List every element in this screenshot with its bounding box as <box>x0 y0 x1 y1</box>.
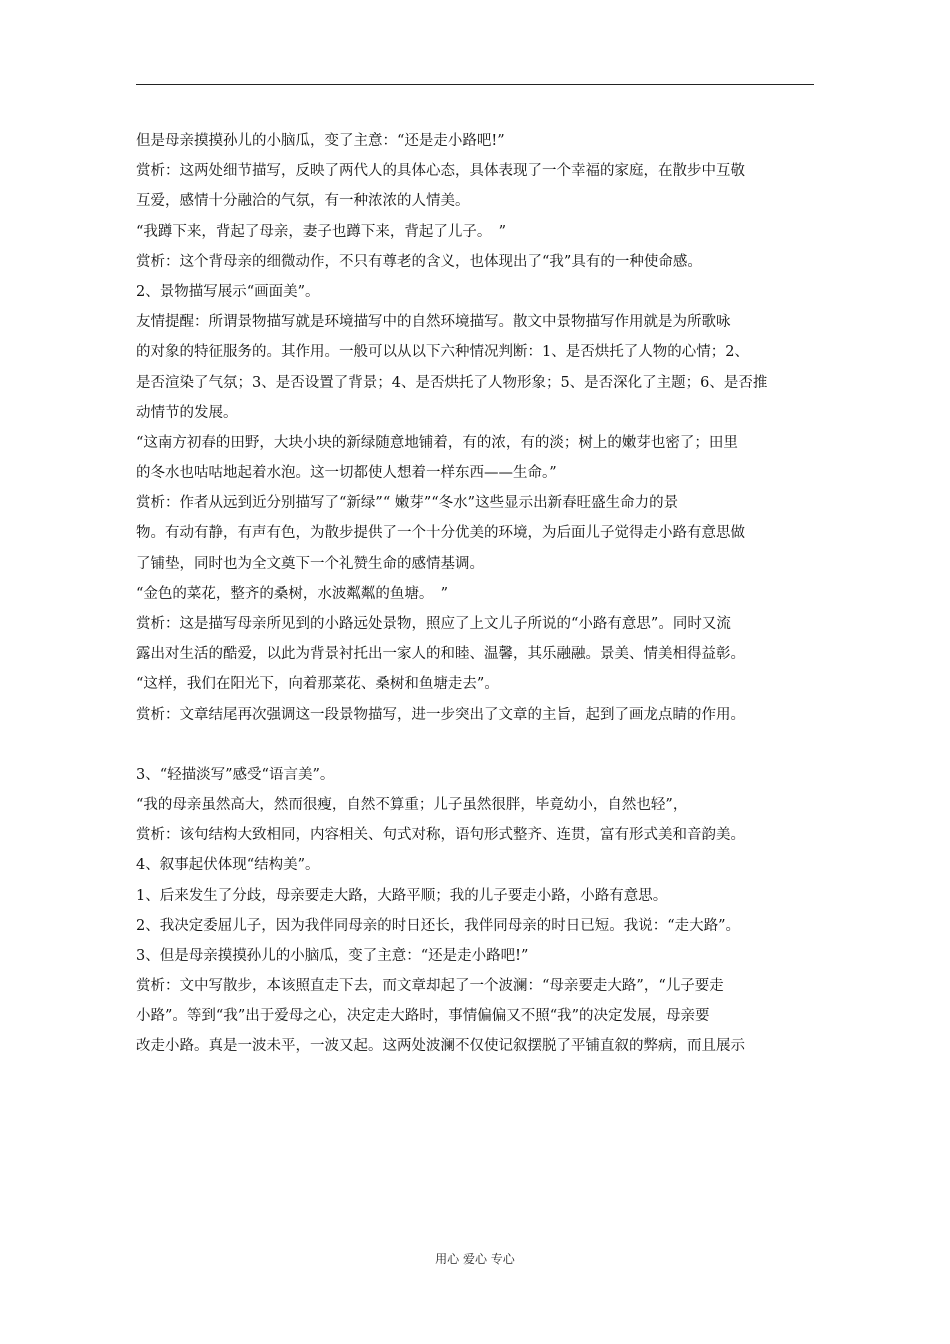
section-heading: 3、“轻描淡写”感受“语言美”。 <box>136 766 335 783</box>
section-heading: 4、叙事起伏体现“结构美”。 <box>136 857 320 874</box>
text-line: 赏析：这两处细节描写，反映了两代人的具体心态，具体表现了一个幸福的家庭，在散步中互敬 <box>136 163 745 180</box>
text-line: 赏析：作者从远到近分别描写了“新绿”“ 嫩芽”“冬水”这些显示出新春旺盛生命力的景 <box>136 495 679 512</box>
text-line: “金色的菜花，整齐的桑树，水波粼粼的鱼塘。 ” <box>136 585 449 602</box>
text-line: “我的母亲虽然高大，然而很瘦，自然不算重；儿子虽然很胖，毕竟幼小，自然也轻”， <box>136 796 688 813</box>
text-line: 改走小路。真是一波未平，一波又起。这两处波澜不仅使记叙摆脱了平铺直叙的弊病，而且展示 <box>136 1038 745 1055</box>
text-line: 动情节的发展。 <box>136 404 238 421</box>
text-line: “这样，我们在阳光下，向着那菜花、桑树和鱼塘走去”。 <box>136 676 499 693</box>
text-line: 互爱，感情十分融洽的气氛，有一种浓浓的人情美。 <box>136 193 470 210</box>
text-line: 是否渲染了气氛；3、是否设置了背景；4、是否烘托了人物形象；5、是否深化了主题；6、是否推 <box>136 374 768 391</box>
text-line: 友情提醒：所谓景物描写就是环境描写中的自然环境描写。散文中景物描写作用就是为所歌咏 <box>136 314 731 331</box>
section-heading: 2、景物描写展示“画面美”。 <box>136 283 320 300</box>
text-line: 赏析：文中写散步，本该照直走下去，而文章却起了一个波澜：“母亲要走大路”，“儿子要走 <box>136 978 724 995</box>
text-line: “我蹲下来，背起了母亲，妻子也蹲下来，背起了儿子。 ” <box>136 223 507 240</box>
text-line: 了铺垫，同时也为全文奠下一个礼赞生命的感情基调。 <box>136 555 484 572</box>
document-body <box>136 126 816 1062</box>
page-footer: 用心 爱心 专心 <box>435 1252 515 1266</box>
text-line: 露出对生活的酷爱，以此为背景衬托出一家人的和睦、温馨，其乐融融。景美、情美相得益彰。 <box>136 646 745 663</box>
blank-line <box>136 730 816 760</box>
text-line: 的对象的特征服务的。其作用。一般可以从以下六种情况判断：1、是否烘托了人物的心情；2、 <box>136 344 749 361</box>
text-line: “这南方初春的田野，大块小块的新绿随意地铺着，有的浓，有的淡；树上的嫩芽也密了；田里 <box>136 434 738 451</box>
text-line: 物。有动有静，有声有色，为散步提供了一个十分优美的环境，为后面儿子觉得走小路有意思做 <box>136 525 745 542</box>
text-line: 赏析：这个背母亲的细微动作，不只有尊老的含义，也体现出了“我”具有的一种使命感。 <box>136 253 702 270</box>
text-line: 赏析：文章结尾再次强调这一段景物描写，进一步突出了文章的主旨，起到了画龙点睛的作用。 <box>136 706 745 723</box>
text-line: 赏析：该句结构大致相同，内容相关、句式对称，语句形式整齐、连贯，富有形式美和音韵美。 <box>136 827 745 844</box>
text-line: 小路”。等到“我”出于爱母之心，决定走大路时，事情偏偏又不照“我”的决定发展，母亲要 <box>136 1008 710 1025</box>
header-rule <box>136 84 814 85</box>
text-line: 1、后来发生了分歧，母亲要走大路，大路平顺；我的儿子要走小路，小路有意思。 <box>136 887 668 904</box>
text-line: 2、我决定委屈儿子，因为我伴同母亲的时日还长，我伴同母亲的时日已短。我说：“走大路”。 <box>136 917 741 934</box>
text-line: 3、但是母亲摸摸孙儿的小脑瓜，变了主意：“还是走小路吧!” <box>136 947 529 964</box>
text-line: 赏析：这是描写母亲所见到的小路远处景物，照应了上文儿子所说的“小路有意思”。同时又流 <box>136 616 731 632</box>
text-line: 但是母亲摸摸孙儿的小脑瓜，变了主意：“还是走小路吧!” <box>136 133 505 149</box>
text-line: 的冬水也咕咕地起着水泡。这一切都使人想着一样东西——生命。” <box>136 465 557 482</box>
